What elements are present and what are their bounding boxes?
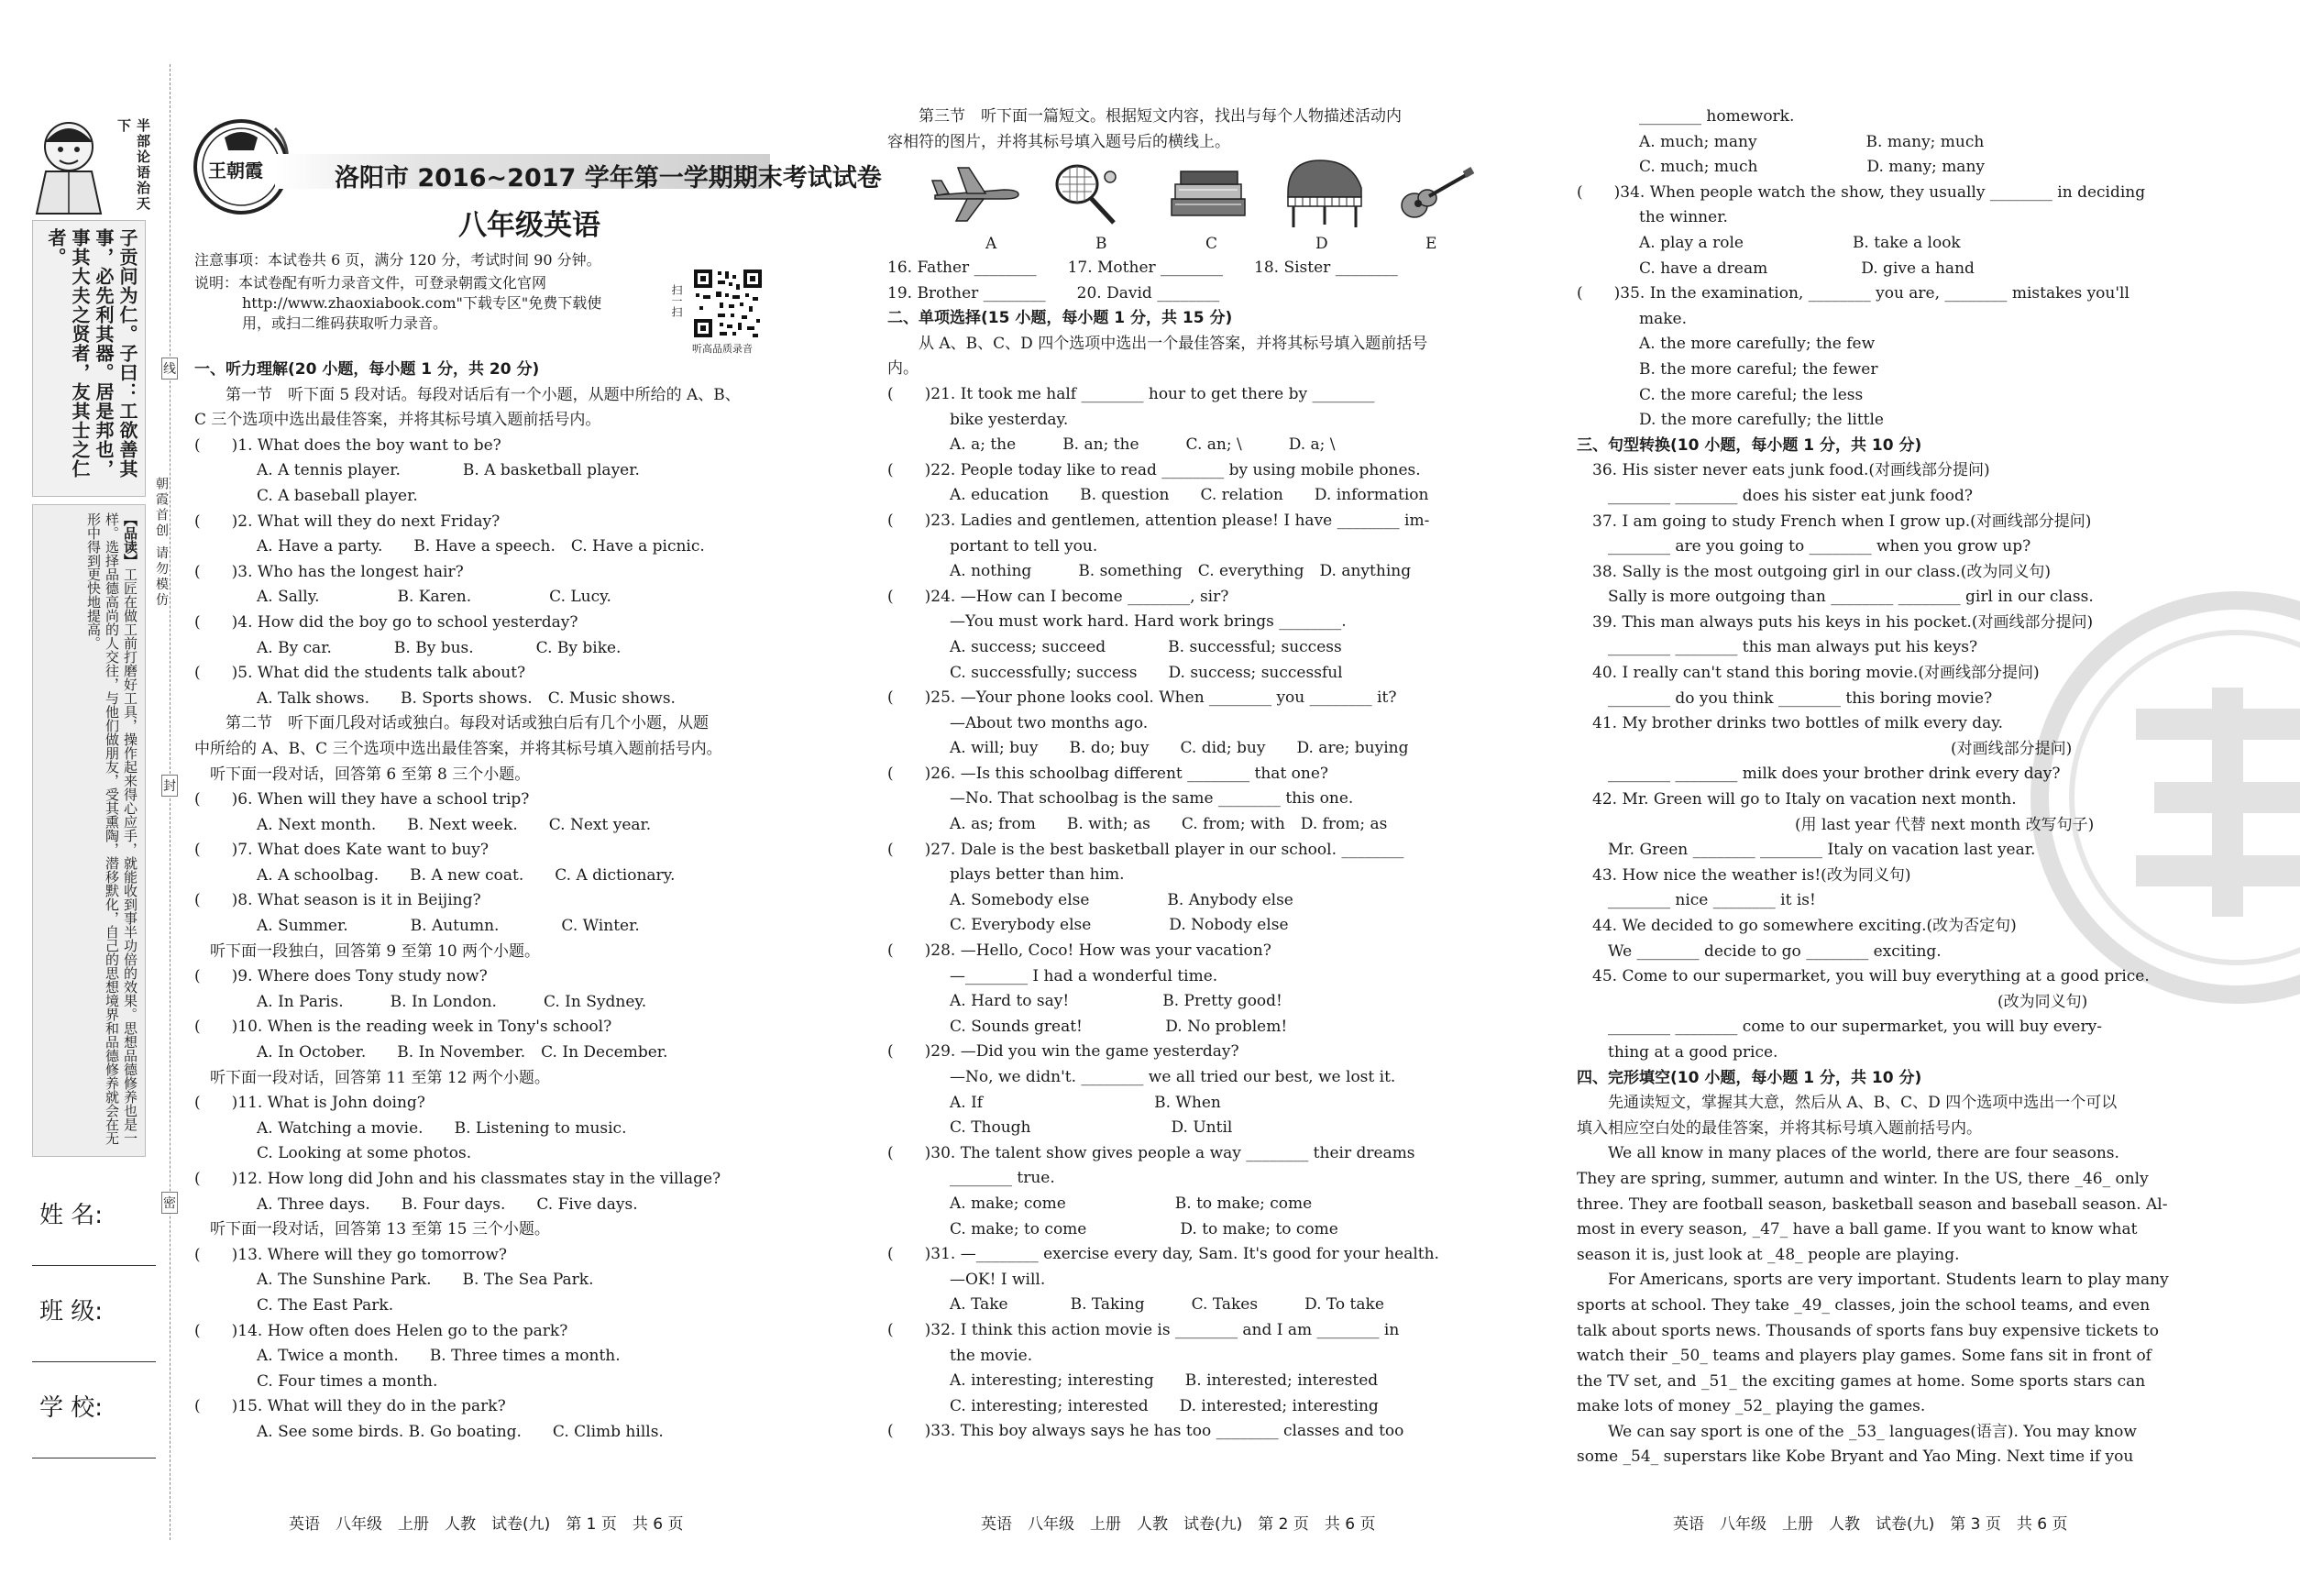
text-line: make.: [1577, 309, 1688, 328]
name-label: 姓 名:: [39, 1202, 104, 1229]
text-line: A. Somebody else B. Anybody else: [887, 890, 1293, 909]
tennis-racket-icon: [1050, 160, 1123, 233]
text-line: the winner.: [1577, 208, 1728, 227]
text-line: A. A tennis player. B. A basketball player.: [194, 461, 640, 480]
text-line: ( )21. It took me half ________ hour to get there by ________: [887, 384, 1375, 403]
left-binding-strip: [32, 115, 151, 1535]
text-line: ( )15. What will they do in the park?: [194, 1397, 506, 1416]
bind-mark-secret: 密: [161, 1192, 178, 1214]
text-line: (改为同义句): [1577, 992, 2088, 1011]
text-line: 第一节 听下面 5 段对话。每段对话后有一个小题，从题中所给的 A、B、: [194, 385, 741, 404]
text-line: ( )34. When people watch the show, they usually ________ in deciding: [1577, 182, 2146, 202]
text-line: 内。: [887, 359, 919, 379]
subject-title: 八年级英语: [458, 209, 600, 242]
text-line: ( )5. What did the students talk about?: [194, 664, 526, 683]
text-line: ( )8. What season is it in Beijing?: [194, 891, 481, 910]
bind-mark-seal: 封: [161, 775, 178, 797]
text-line: ( )3. Who has the longest hair?: [194, 562, 464, 581]
text-line: A. nothing B. something C. everything D. anything: [887, 562, 1412, 581]
text-line: ________ do you think ________ this boring movie?: [1577, 688, 1993, 708]
text-line: plays better than him.: [887, 865, 1125, 885]
text-line: ( )6. When will they have a school trip?: [194, 790, 530, 809]
text-line: 16. Father ________ 17. Mother ________ 18. Sister ________: [887, 259, 1398, 277]
notice-text: 注意事项：本试卷共 6 页，满分 120 分，考试时间 90 分钟。: [194, 251, 601, 269]
text-line: ( )22. People today like to read ________ by using mobile phones.: [887, 460, 1421, 479]
text-line: the movie.: [887, 1346, 1033, 1365]
text-line: A. Sally. B. Karen. C. Lucy.: [194, 588, 611, 607]
text-line: A. make; come B. to make; come: [887, 1194, 1313, 1213]
text-line: make lots of money _52_ playing the games.: [1577, 1397, 1926, 1416]
picture-label: A: [985, 235, 997, 253]
text-line: A. much; many B. many; much: [1577, 132, 1985, 151]
picture-label: B: [1095, 235, 1107, 253]
page-2-content: [887, 256, 1511, 1445]
text-line: —No, we didn't. ________ we all tried our best, we lost it.: [887, 1068, 1396, 1086]
text-line: ________ nice ________ it is!: [1577, 891, 1816, 910]
text-line: ( )33. This boy always says he has too ________ classes and too: [887, 1422, 1404, 1441]
guitar-icon: [1398, 165, 1476, 228]
page-3-footer: 英语 八年级 上册 人教 试卷(九) 第 3 页 共 6 页: [1673, 1515, 2068, 1534]
text-line: Sally is more outgoing than ________ ________ girl in our class.: [1577, 588, 2094, 607]
page-2-footer: 英语 八年级 上册 人教 试卷(九) 第 2 页 共 6 页: [981, 1515, 1376, 1534]
text-line: sports at school. They take _49_ classes, join the school teams, and even: [1577, 1295, 2151, 1315]
text-line: D. the more carefully; the little: [1577, 411, 1884, 430]
text-line: A. By car. B. By bus. C. By bike.: [194, 638, 622, 657]
text-line: ( )29. —Did you win the game yesterday?: [887, 1042, 1239, 1062]
text-line: A. Next month. B. Next week. C. Next year.: [194, 815, 652, 834]
text-line: A. will; buy B. do; buy C. did; buy D. are; buying: [887, 739, 1409, 758]
text-line: 43. How nice the weather is!(改为同义句): [1577, 865, 1911, 885]
quote-text: 子贡问为仁。子曰：工欲善其事，必先利其器。居是邦也，事其大夫之贤者，友其士之仁者。: [45, 228, 138, 479]
text-line: C. successfully; success D. success; successful: [887, 663, 1343, 682]
text-line: C. Looking at some photos.: [194, 1144, 472, 1163]
note-line: http://www.zhaoxiabook.com"下载专区"免费下载使: [242, 294, 602, 312]
text-line: ( )24. —How can I become ________, sir?: [887, 587, 1229, 606]
text-line: some _54_ superstars like Kobe Bryant and Yao Ming. Next time if you: [1577, 1447, 2134, 1467]
text-line: thing at a good price.: [1577, 1042, 1778, 1062]
text-line: 42. Mr. Green will go to Italy on vacation next month.: [1577, 790, 2017, 809]
text-line: talk about sports news. Thousands of sports fans buy expensive tickets to: [1577, 1321, 2160, 1340]
class-label: 班 级:: [39, 1298, 104, 1326]
text-line: bike yesterday.: [887, 410, 1069, 429]
text-line: 40. I really can't stand this boring movie.(对画线部分提问): [1577, 664, 2040, 683]
text-line: 听下面一段对话，回答第 6 至第 8 三个小题。: [194, 765, 531, 784]
text-line: ________ ________ this man always put his keys?: [1577, 638, 1978, 657]
text-line: 38. Sally is the most outgoing girl in our class.(改为同义句): [1577, 562, 2052, 581]
text-line: A. interesting; interesting B. interested; interested: [887, 1371, 1379, 1391]
text-line: ( )32. I think this action movie is ________ and I am ________ in: [887, 1320, 1400, 1339]
text-line: 45. Come to our supermarket, you will buy everything at a good price.: [1577, 967, 2150, 986]
text-line: C. much; much D. many; many: [1577, 158, 1985, 177]
piano-icon: [1279, 156, 1370, 233]
text-line: A. The Sunshine Park. B. The Sea Park.: [194, 1271, 594, 1290]
text-line: They are spring, summer, autumn and winter. In the US, there _46_ only: [1577, 1169, 2149, 1188]
reading-text: [84, 512, 139, 1145]
text-line: C. the more careful; the less: [1577, 385, 1864, 404]
qr-code-icon[interactable]: [692, 268, 764, 339]
text-line: 36. His sister never eats junk food.(对画线部分提问): [1577, 461, 1990, 480]
text-line: ( )1. What does the boy want to be?: [194, 435, 501, 455]
section-heading: 二、单项选择(15 小题，每小题 1 分，共 15 分): [887, 309, 1233, 328]
text-line: A. Talk shows. B. Sports shows. C. Music shows.: [194, 688, 676, 708]
text-line: (对画线部分提问): [1577, 739, 2073, 758]
text-line: B. the more careful; the fewer: [1577, 359, 1878, 379]
note-block: [194, 273, 601, 334]
text-line: three. They are football season, basketball season and baseball season. Al-: [1577, 1194, 2168, 1214]
text-line: portant to tell you.: [887, 536, 1098, 556]
qr-caption: 听高品质录音: [692, 343, 753, 355]
class-field[interactable]: [32, 1361, 156, 1362]
text-line: ________ ________ come to our supermarket, you will buy every-: [1577, 1018, 2102, 1037]
binding-line: [170, 64, 171, 1540]
qr-side-label: 扫一扫: [670, 284, 683, 317]
text-line: A. See some birds. B. Go boating. C. Climb hills.: [194, 1422, 664, 1441]
text-line: A. Take B. Taking C. Takes D. To take: [887, 1295, 1384, 1315]
text-line: 第二节 听下面几段对话或独白。每段对话或独白后有几个小题，从题: [194, 714, 709, 733]
text-line: C. Sounds great! D. No problem!: [887, 1017, 1288, 1036]
reading-title: 【品读】: [122, 512, 138, 567]
text-line: —OK! I will.: [887, 1270, 1046, 1289]
logo-text: 王朝霞: [208, 160, 263, 182]
page-1-footer: 英语 八年级 上册 人教 试卷(九) 第 1 页 共 6 页: [289, 1515, 684, 1534]
text-line: 44. We decided to go somewhere exciting.(改为否定句): [1577, 917, 2017, 935]
name-field[interactable]: [32, 1265, 156, 1266]
text-line: the TV set, and _51_ the exciting games at home. Some sports stars can: [1577, 1371, 2146, 1391]
text-line: ( )9. Where does Tony study now?: [194, 967, 488, 986]
text-line: watch their _50_ teams and players play games. Some fans sit in front of: [1577, 1347, 2151, 1366]
text-line: 41. My brother drinks two bottles of milk every day.: [1577, 714, 2003, 733]
text-line: ________ ________ milk does your brother drink every day?: [1577, 765, 2061, 784]
quote-box: [32, 220, 146, 497]
text-line: —You must work hard. Hard work brings ________.: [887, 612, 1347, 632]
text-line: ( )25. —Your phone looks cool. When ________ you ________ it?: [887, 688, 1397, 708]
text-line: A. as; from B. with; as C. from; with D. from; as: [887, 815, 1388, 834]
text-line: 中所给的 A、B、C 三个选项中选出最佳答案，并将其标号填入题前括号内。: [194, 739, 722, 758]
text-line: A. Summer. B. Autumn. C. Winter.: [194, 917, 640, 936]
text-line: ________ homework.: [1577, 107, 1795, 126]
text-line: C. Though D. Until: [887, 1118, 1233, 1138]
text-line: (用 last year 代替 next month 改写句子): [1577, 815, 2095, 834]
school-label: 学 校:: [39, 1394, 104, 1422]
text-line: A. Twice a month. B. Three times a month.: [194, 1347, 621, 1366]
picture-label: D: [1315, 235, 1328, 253]
reading-body: 工匠在做工前打磨好工具，操作起来得心应手，就能收到事半功倍的效果。思想品德修养也是一样。选择品德高尚的人交往，与他们做朋友，受其熏陶，潜移默化，自己的思想境界和品德修养就会在无形中得到更快地提高。: [85, 512, 138, 1145]
section-heading: 四、完形填空(10 小题，每小题 1 分，共 10 分): [1577, 1068, 1922, 1087]
text-line: C. Four times a month.: [194, 1371, 438, 1391]
text-line: C. make; to come D. to make; to come: [887, 1219, 1338, 1238]
text-line: For Americans, sports are very important. Students learn to play many: [1577, 1271, 2169, 1290]
exam-title: 洛阳市 2016~2017 学年第一学期期末考试试卷: [335, 164, 882, 193]
text-line: A. In October. B. In November. C. In December.: [194, 1043, 668, 1062]
text-line: A. In Paris. B. In London. C. In Sydney.: [194, 992, 647, 1011]
text-line: A. Have a party. B. Have a speech. C. Have a picnic.: [194, 537, 705, 556]
text-line: A. A schoolbag. B. A new coat. C. A dictionary.: [194, 865, 676, 885]
notice-vertical: 朝霞首创 请勿模仿: [154, 477, 169, 609]
text-line: A. the more carefully; the few: [1577, 335, 1876, 354]
text-line: A. education B. question C. relation D. information: [887, 486, 1429, 505]
text-line: A. Hard to say! B. Pretty good!: [887, 992, 1282, 1011]
reading-box: [32, 504, 146, 1157]
text-line: ( )14. How often does Helen go to the park?: [194, 1321, 568, 1340]
text-line: ( )13. Where will they go tomorrow?: [194, 1245, 507, 1264]
bind-mark-line: 线: [161, 358, 178, 380]
text-line: 39. This man always puts his keys in his pocket.(对画线部分提问): [1577, 612, 2094, 632]
picture-label: E: [1425, 235, 1437, 253]
text-line: 听下面一段对话，回答第 13 至第 15 三个小题。: [194, 1220, 550, 1239]
text-line: A. play a role B. take a look: [1577, 233, 1961, 252]
text-line: ( )26. —Is this schoolbag different ________ that one?: [887, 764, 1329, 783]
section-heading: 一、听力理解(20 小题，每小题 1 分，共 20 分): [194, 360, 540, 379]
section-heading: 三、句型转换(10 小题，每小题 1 分，共 10 分): [1577, 435, 1922, 455]
text-line: C. The East Park.: [194, 1295, 394, 1315]
text-line: 从 A、B、C、D 四个选项中选出一个最佳答案，并将其标号填入题前括号: [887, 334, 1428, 353]
text-line: ________ true.: [887, 1169, 1055, 1188]
text-line: ( )27. Dale is the best basketball player in our school. ________: [887, 840, 1404, 859]
text-line: A. Watching a movie. B. Listening to music.: [194, 1118, 627, 1138]
text-line: A. success; succeed B. successful; success: [887, 637, 1342, 656]
airplane-icon: [930, 160, 1022, 228]
text-line: ( )30. The talent show gives people a way ________ their dreams: [887, 1143, 1415, 1162]
text-line: 先通读短文，掌握其大意，然后从 A、B、C、D 四个选项中选出一个可以: [1577, 1094, 2118, 1113]
text-line: C. interesting; interested D. interested; interesting: [887, 1396, 1379, 1415]
text-line: ________ are you going to ________ when you grow up?: [1577, 537, 2031, 556]
text-line: A. If B. When: [887, 1093, 1221, 1112]
text-line: A. a; the B. an; the C. an; \ D. a; \: [887, 435, 1336, 455]
text-line: C 三个选项中选出最佳答案，并将其标号填入题前括号内。: [194, 411, 601, 430]
text-line: 19. Brother ________ 20. David ________: [887, 283, 1220, 303]
text-line: 听下面一段对话，回答第 11 至第 12 两个小题。: [194, 1068, 550, 1087]
text-line: ( )23. Ladies and gentlemen, attention please! I have ________ im-: [887, 511, 1430, 530]
text-line: We all know in many places of the world, there are four seasons.: [1577, 1144, 2119, 1163]
text-line: ( )7. What does Kate want to buy?: [194, 841, 490, 860]
text-line: Mr. Green ________ ________ Italy on vacation last year.: [1577, 841, 2036, 860]
quote-header: 半部论语治天下: [116, 118, 151, 212]
intro-line: 容相符的图片，并将其标号填入题号后的横线上。: [887, 132, 1230, 151]
text-line: C. A baseball player.: [194, 486, 418, 505]
text-line: 填入相应空白处的最佳答案，并将其标号填入题前括号内。: [1577, 1118, 1982, 1138]
text-line: —________ I had a wonderful time.: [887, 966, 1218, 985]
text-line: 37. I am going to study French when I grow up.(对画线部分提问): [1577, 512, 2092, 531]
text-line: C. have a dream D. give a hand: [1577, 259, 1975, 278]
page-2-intro: [887, 105, 1402, 155]
text-line: season it is, just look at _48_ people are playing.: [1577, 1245, 1960, 1264]
page-3-content: [1577, 105, 2200, 1470]
text-line: ________ ________ does his sister eat junk food?: [1577, 486, 1973, 505]
cartoon-scholar-icon: [32, 115, 110, 215]
note-line: 说明：本试卷配有听力录音文件，可登录朝霞文化官网: [194, 274, 547, 292]
text-line: ( )11. What is John doing?: [194, 1094, 425, 1113]
text-line: most in every season, _47_ have a ball game. If you want to know what: [1577, 1220, 2138, 1239]
text-line: ( )31. —________ exercise every day, Sam. It's good for your health.: [887, 1245, 1439, 1264]
text-line: ( )4. How did the boy go to school yesterday?: [194, 612, 578, 632]
picture-row: [930, 160, 1480, 261]
text-line: —About two months ago.: [887, 713, 1149, 732]
text-line: ( )2. What will they do next Friday?: [194, 512, 501, 531]
picture-label: C: [1205, 235, 1218, 253]
text-line: ( )10. When is the reading week in Tony's school?: [194, 1018, 612, 1037]
books-icon: [1164, 160, 1251, 228]
text-line: ( )35. In the examination, ________ you are, ________ mistakes you'll: [1577, 284, 2129, 303]
text-line: ( )12. How long did John and his classmates stay in the village?: [194, 1170, 721, 1188]
note-line: 用，或扫二维码获取听力录音。: [242, 314, 448, 332]
page-1-content: [194, 358, 818, 1446]
text-line: —No. That schoolbag is the same ________ this one.: [887, 789, 1354, 809]
text-line: We can say sport is one of the _53_ languages(语言). You may know: [1577, 1422, 2137, 1441]
text-line: C. Everybody else D. Nobody else: [887, 916, 1289, 935]
text-line: A. Three days. B. Four days. C. Five days.: [194, 1194, 638, 1214]
text-line: 听下面一段独白，回答第 9 至第 10 两个小题。: [194, 941, 541, 961]
text-line: We ________ decide to go ________ exciting.: [1577, 941, 1942, 961]
intro-line: 第三节 听下面一篇短文。根据短文内容，找出与每个人物描述活动内: [887, 107, 1402, 126]
text-line: ( )28. —Hello, Coco! How was your vacation?: [887, 941, 1271, 961]
